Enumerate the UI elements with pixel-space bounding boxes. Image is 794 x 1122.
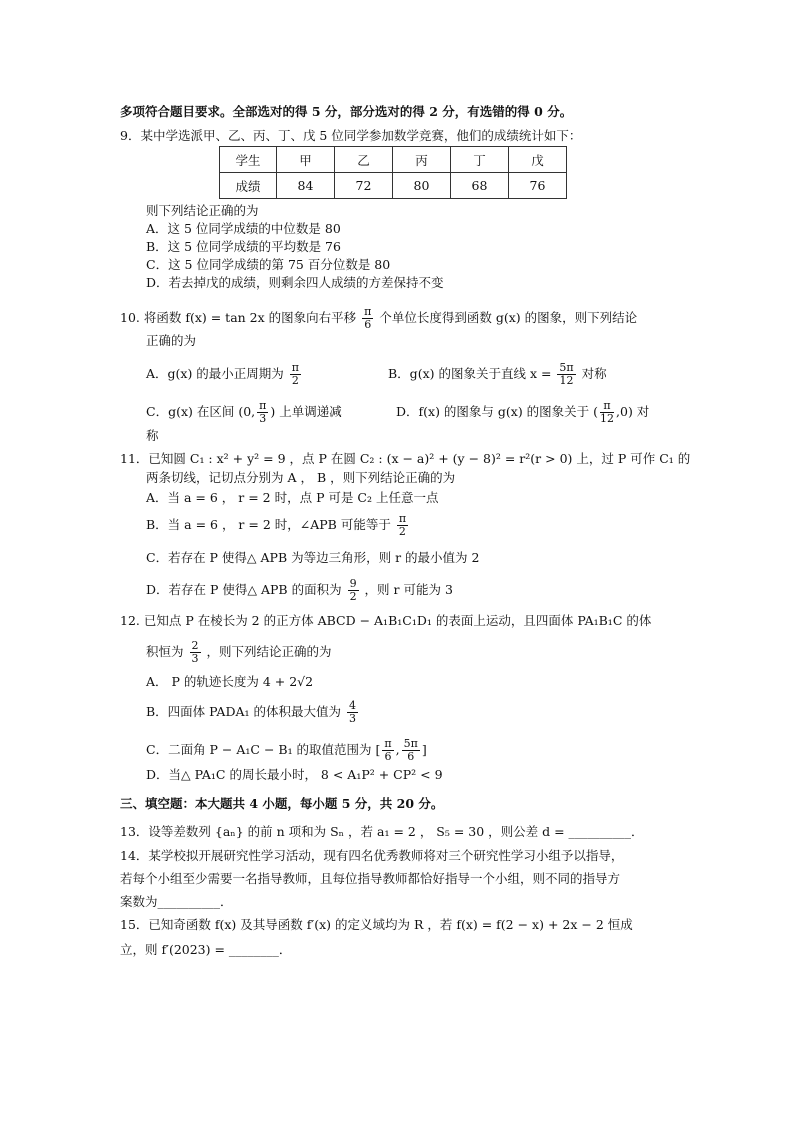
q15-line1: 15．已知奇函数 f(x) 及其导函数 f′(x) 的定义域均为 R ，若 f(x) = f(2 − x) + 2x − 2 恒成: [120, 917, 633, 932]
fraction-5pi-12: $\frac{5\pi}{12}$: [559, 361, 574, 387]
table-row: [220, 147, 567, 173]
fraction-pi-12: $\frac{\pi}{12}$: [600, 399, 615, 425]
table-cell: 80: [393, 173, 451, 199]
q9-option-a: A．这 5 位同学成绩的中位数是 80: [146, 221, 341, 236]
q12-stem-cont: 积恒为 $\frac{2}{3}$ ，则下列结论正确的为: [146, 639, 332, 665]
q10-stem-cont: 正确的为: [146, 333, 197, 348]
q12-option-d: D．当△ PA₁C 的周长最小时， 8 < A₁P² + CP² < 9: [146, 767, 443, 782]
fraction-9-2: $\frac{9}{2}$: [349, 577, 357, 603]
fraction-pi-6: $\frac{\pi}{6}$: [364, 305, 372, 331]
table-cell: 76: [509, 173, 567, 199]
q11-option-d: D．若存在 P 使得△ APB 的面积为 $\frac{9}{2}$ ，则 r 可能为 3: [146, 577, 453, 603]
fraction-5pi-6: $\frac{5\pi}{6}$: [403, 737, 418, 763]
q10-stem-part: 10. 将函数 f(x) = tan 2x 的图象向右平移: [120, 310, 357, 325]
q10-stem: [120, 306, 637, 331]
q14-line1: 14．某学校拟开展研究性学习活动，现有四名优秀教师将对三个研究性学习小组予以指导，: [120, 848, 624, 863]
q14-line3: 案数为__________．: [120, 894, 233, 909]
q9-prompt: 则下列结论正确的为: [146, 203, 259, 218]
q14-line2: 若每个小组至少需要一名指导教师，且每位指导教师都恰好指导一个小组，则不同的指导方: [120, 871, 621, 886]
table-row: [220, 173, 567, 199]
q13: 13．设等差数列 {aₙ} 的前 n 项和为 Sₙ ，若 a₁ = 2 ， S₅ = 30 ，则公差 d = __________．: [120, 824, 644, 839]
table-cell: 丙: [393, 147, 451, 173]
fraction-pi-6: $\frac{\pi}{6}$: [384, 737, 392, 763]
fraction-pi-2: $\frac{\pi}{2}$: [291, 361, 300, 387]
fraction-2-3: $\frac{2}{3}$: [191, 639, 199, 665]
table-cell: 成绩: [220, 173, 277, 199]
table-cell: 68: [451, 173, 509, 199]
table-cell: 72: [335, 173, 393, 199]
table-cell: 丁: [451, 147, 509, 173]
q12-stem: 12. 已知点 P 在棱长为 2 的正方体 ABCD − A₁B₁C₁D₁ 的表面上运动，且四面体 PA₁B₁C 的体: [120, 613, 652, 628]
score-table: [219, 146, 567, 199]
table-cell: 甲: [277, 147, 335, 173]
fraction-4-3: $\frac{4}{3}$: [348, 699, 356, 725]
q11-option-a: A．当 a = 6 ， r = 2 时，点 P 可是 C₂ 上任意一点: [146, 490, 439, 505]
section-3-heading: 三、填空题：本大题共 4 小题，每小题 5 分，共 20 分。: [120, 796, 444, 811]
table-cell: 学生: [220, 147, 277, 173]
q9-option-d: D．若去掉戊的成绩，则剩余四人成绩的方差保持不变: [146, 275, 444, 290]
q11-option-c: C．若存在 P 使得△ APB 为等边三角形，则 r 的最小值为 2: [146, 550, 480, 565]
q11-stem-cont: 两条切线，记切点分别为 A ， B ，则下列结论正确的为: [146, 470, 456, 485]
q12-option-c: C．二面角 P − A₁C − B₁ 的取值范围为 [ $\frac{\pi}{6}$ , $\frac{5\pi}{6}$ ]: [146, 737, 427, 763]
q11-stem: 11．已知圆 C₁ : x² + y² = 9 ，点 P 在圆 C₂ : (x − a)² + (y − 8)² = r²(r > 0) 上，过 P 可作 C₁ 的: [120, 451, 691, 466]
q9-option-c: C．这 5 位同学成绩的第 75 百分位数是 80: [146, 257, 391, 272]
fraction-pi-2: $\frac{\pi}{2}$: [398, 512, 407, 538]
q12-option-b: B．四面体 PADA₁ 的体积最大值为 $\frac{4}{3}$: [146, 699, 356, 725]
q10-option-a: A．g(x) 的最小正周期为 $\frac{\pi}{2}$: [146, 361, 300, 387]
q10-stem-part: 个单位长度得到函数 g(x) 的图象，则下列结论: [379, 310, 638, 325]
table-cell: 84: [277, 173, 335, 199]
table-cell: 戊: [509, 147, 567, 173]
q10-option-d-cont: 称: [146, 428, 159, 443]
q11-option-b: B．当 a = 6 ， r = 2 时，∠APB 可能等于 $\frac{\pi}{2}$: [146, 512, 407, 538]
q10-option-d: D．f(x) 的图象与 g(x) 的图象关于 ( $\frac{\pi}{12}$ ,0) 对: [396, 399, 650, 425]
fraction-pi-3: $\frac{\pi}{3}$: [259, 399, 267, 425]
q12-option-a: A． P 的轨迹长度为 4 + 2√2: [146, 674, 314, 689]
q9-option-b: B．这 5 位同学成绩的平均数是 76: [146, 239, 341, 254]
q15-line2: 立，则 f′(2023) = ________．: [120, 942, 292, 957]
section-instruction: 多项符合题目要求。全部选对的得 5 分，部分选对的得 2 分，有选错的得 0 分。: [120, 104, 573, 119]
table-cell: 乙: [335, 147, 393, 173]
q10-option-b: B．g(x) 的图象关于直线 x = $\frac{5\pi}{12}$ 对称: [388, 361, 607, 387]
q9-stem: 9．某中学选派甲、乙、丙、丁、戊 5 位同学参加数学竞赛，他们的成绩统计如下：: [120, 128, 582, 143]
q10-option-c: C．g(x) 在区间 (0, $\frac{\pi}{3}$ ) 上单调递减: [146, 399, 342, 425]
